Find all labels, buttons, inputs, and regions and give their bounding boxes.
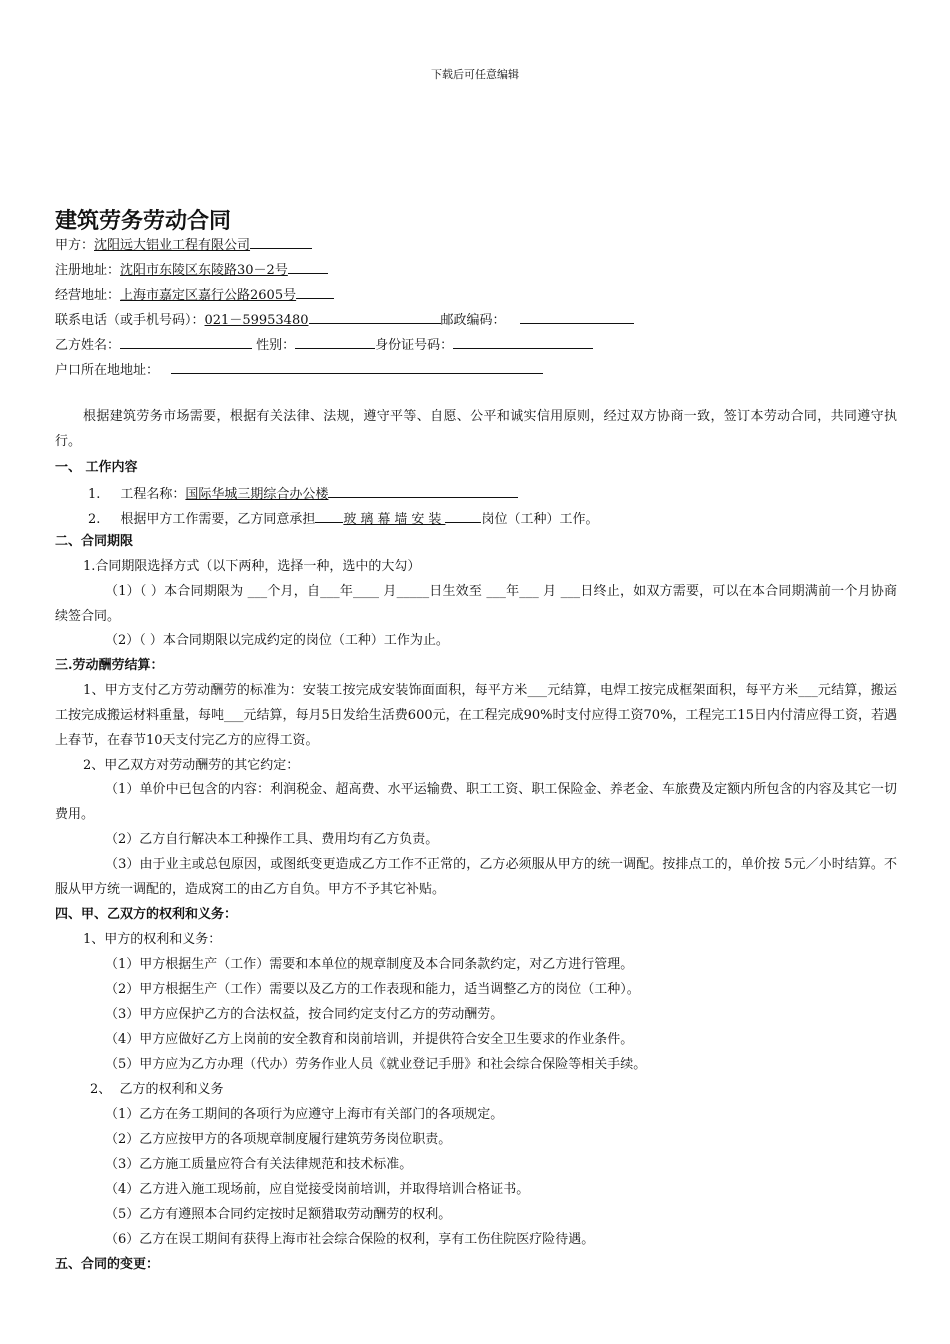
party-a-label: 甲方： xyxy=(55,238,95,253)
party-b-right-item: （5）乙方有遵照本合同约定按时足额猎取劳动酬劳的权利。 xyxy=(105,1207,452,1222)
party-b-line xyxy=(55,335,593,354)
section-1-item-2 xyxy=(88,509,598,528)
party-b-right-item: （3）乙方施工质量应符合有关法律规范和技术标准。 xyxy=(105,1157,413,1172)
blank-line xyxy=(315,509,343,523)
id-label: 身份证号码： xyxy=(375,338,454,353)
party-a-value: 沈阳远大铝业工程有限公司 xyxy=(94,238,251,253)
business-address-label: 经营地址： xyxy=(55,288,121,303)
blank-line xyxy=(296,285,334,299)
household-line xyxy=(55,360,543,379)
phone-label: 联系电话（或手机号码）： xyxy=(55,313,205,328)
id-blank xyxy=(453,335,593,349)
document-title: 建筑劳务劳动合同 xyxy=(55,208,232,234)
section-3-item-2: （2）乙方自行解决本工种操作工具、费用均有乙方负责。 xyxy=(105,832,439,847)
party-a-rights-heading: 1、甲方的权利和义务： xyxy=(83,932,222,947)
registered-address-label: 注册地址： xyxy=(55,263,121,278)
business-address-value: 上海市嘉定区嘉行公路2605号 xyxy=(120,288,297,303)
section-2-intro: 1.合同期限选择方式（以下两种，选择一种，选中的大勾） xyxy=(83,559,421,574)
section-2-heading: 二、合同期限 xyxy=(55,534,134,549)
business-address-line xyxy=(55,285,334,304)
household-blank xyxy=(171,360,543,374)
section-2-option-1: （1）（ ）本合同期限为 ___个月，自___年____ 月_____日生效至 ___年___ 月 ___日终止，如双方需要，可以在本合同期满前一个月协商续签合同。 xyxy=(55,584,897,624)
blank-line xyxy=(309,310,441,324)
phone-value: 021－59953480 xyxy=(204,313,309,328)
section-3-paragraph-2: 2、甲乙双方对劳动酬劳的其它约定： xyxy=(83,758,300,773)
intro-paragraph: 根据建筑劳务市场需要，根据有关法律、法规，遵守平等、自愿、公平和诚实信用原则，经过双方协商一致，签订本劳动合同，共同遵守执行。 xyxy=(55,409,897,449)
party-a-line xyxy=(55,235,312,254)
item-number: 1. xyxy=(88,487,101,502)
section-3-item-3: （3）由于业主或总包原因，或图纸变更造成乙方工作不正常的，乙方必须服从甲方的统一调配。按排点工的，单价按 5元／小时结算。不服从甲方统一调配的，造成窝工的由乙方自负。甲方不予其它补贴。 xyxy=(55,857,897,897)
blank-line xyxy=(328,484,518,498)
section-4-heading: 四、甲、乙双方的权利和义务： xyxy=(55,907,238,922)
blank-line xyxy=(288,260,328,274)
household-label: 户口所在地地址： xyxy=(55,363,160,378)
party-a-right-item: （5）甲方应为乙方办理（代办）劳务作业人员《就业登记手册》和社会综合保险等相关手续。 xyxy=(105,1057,647,1072)
zip-blank xyxy=(520,310,634,324)
project-name-value: 国际华城三期综合办公楼 xyxy=(185,487,329,502)
zip-label: 邮政编码： xyxy=(440,313,506,328)
phone-line xyxy=(55,310,634,329)
section-2-option-2: （2）（ ）本合同期限以完成约定的岗位（工种）工作为止。 xyxy=(105,633,449,648)
section-3-item-1: （1）单价中已包含的内容：利润税金、超高费、水平运输费、职工工资、职工保险金、养老金、车旅费及定额内所包含的内容及其它一切费用。 xyxy=(55,782,897,822)
party-b-right-item: （4）乙方进入施工现场前，应自觉接受岗前培训，并取得培训合格证书。 xyxy=(105,1182,530,1197)
item-2-suffix: 岗位（工种）工作。 xyxy=(481,512,599,527)
item-number: 2. xyxy=(88,512,101,527)
party-a-right-item: （2）甲方根据生产（工作）需要以及乙方的工作表现和能力，适当调整乙方的岗位（工种）。 xyxy=(105,982,640,997)
blank-line xyxy=(250,235,312,249)
gender-label: 性别： xyxy=(256,338,296,353)
party-a-right-item: （1）甲方根据生产（工作）需要和本单位的规章制度及本合同条款约定，对乙方进行管理。 xyxy=(105,957,634,972)
registered-address-value: 沈阳市东陵区东陵路30－2号 xyxy=(120,263,288,278)
project-name-label: 工程名称： xyxy=(120,487,186,502)
section-3-heading: 三.劳动酬劳结算： xyxy=(55,658,164,673)
item-2-text: 根据甲方工作需要，乙方同意承担 xyxy=(120,512,316,527)
party-a-right-item: （4）甲方应做好乙方上岗前的安全教育和岗前培训，并提供符合安全卫生要求的作业条件。 xyxy=(105,1032,634,1047)
party-b-right-item: （6）乙方在误工期间有获得上海市社会综合保险的权利，享有工伤住院医疗险待遇。 xyxy=(105,1232,595,1247)
party-b-name-label: 乙方姓名： xyxy=(55,338,121,353)
gender-blank xyxy=(295,335,375,349)
party-b-rights-heading: 2、 乙方的权利和义务 xyxy=(90,1082,224,1097)
section-1-heading: 一、 工作内容 xyxy=(55,460,138,475)
blank-line xyxy=(445,509,481,523)
party-b-right-item: （2）乙方应按甲方的各项规章制度履行建筑劳务岗位职责。 xyxy=(105,1132,452,1147)
registered-address-line xyxy=(55,260,328,279)
section-5-heading: 五、合同的变更： xyxy=(55,1257,160,1272)
section-3-paragraph-1: 1、甲方支付乙方劳动酬劳的标准为：安装工按完成安装饰面面积，每平方米___元结算，电焊工按完成框架面积，每平方米___元结算，搬运工按完成搬运材料重量，每吨___元结算，每月5日发给生活费600元，在工程完成90%时支付应得工资70%，工程完工15日内付清应得工资，若遇上春节，在春节10天支付完乙方的应得工资。 xyxy=(55,683,897,748)
job-position-value: 玻璃幕墙安装 xyxy=(343,512,446,527)
name-blank xyxy=(120,335,252,349)
party-b-right-item: （1）乙方在务工期间的各项行为应遵守上海市有关部门的各项规定。 xyxy=(105,1107,504,1122)
page-header: 下载后可任意编辑 xyxy=(431,68,519,81)
party-a-right-item: （3）甲方应保护乙方的合法权益，按合同约定支付乙方的劳动酬劳。 xyxy=(105,1007,504,1022)
section-1-item-1 xyxy=(88,484,518,503)
